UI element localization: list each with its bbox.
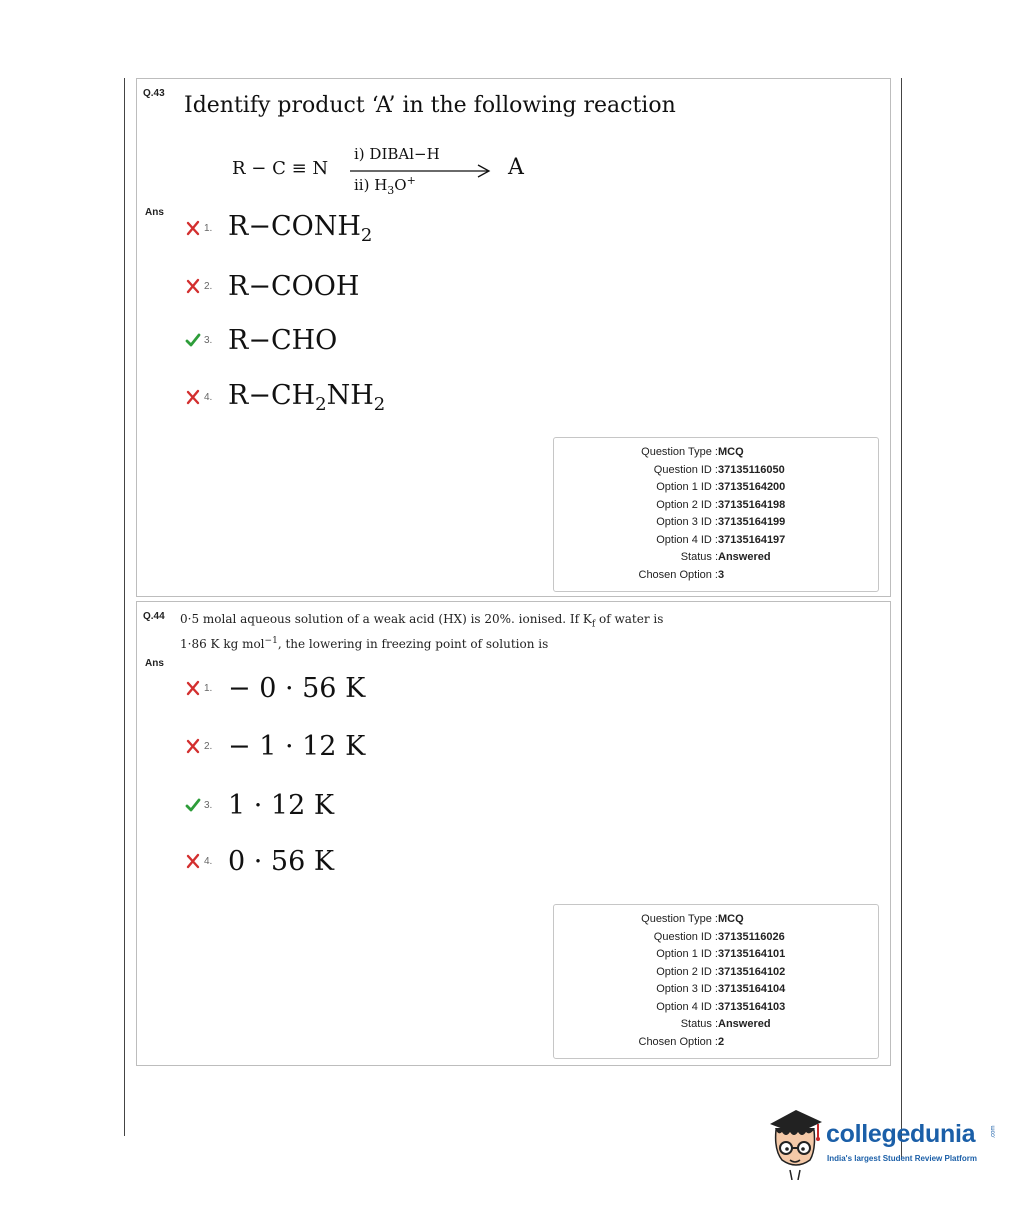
meta-row: Option 3 ID : 37135164104 (656, 983, 786, 995)
option-text: $R-CONH_2$ (228, 210, 373, 246)
option-number: 2. (204, 280, 213, 292)
meta-row: Option 3 ID : 37135164199 (656, 516, 786, 528)
question-44-meta-panel (553, 904, 879, 1059)
option-text: 0 · 56 K (228, 845, 335, 877)
q43-option-4[interactable] (185, 377, 385, 417)
q44-option-2[interactable] (185, 726, 365, 766)
answer-label-43: Ans (145, 207, 164, 218)
brand-name: collegedunia (826, 1120, 976, 1148)
option-text: R−CHO (228, 324, 338, 356)
cross-icon (185, 680, 201, 696)
meta-row: Option 1 ID : 37135164101 (656, 948, 786, 960)
meta-row: Chosen Option : 3 (638, 569, 725, 581)
question-43-meta-panel (553, 437, 879, 592)
meta-row: Question Type : MCQ (641, 446, 744, 458)
question-44-text: 0·5 molal aqueous solution of a weak acid (HX) is 20%. ionised. If $K_f$ of water is 1·86 K kg mol$^{-1}$, the lowering in freezing point of solution is (180, 612, 664, 652)
graduate-mascot-icon (766, 1104, 826, 1180)
page-right-rule (901, 78, 902, 1158)
meta-row: Option 2 ID : 37135164198 (656, 499, 786, 511)
cross-icon (185, 853, 201, 869)
meta-row: Chosen Option : 2 (638, 1036, 725, 1048)
question-43-text: Identify product ‘A’ in the following reaction (184, 93, 676, 118)
brand-suffix: .com (990, 1125, 997, 1139)
option-number: 3. (204, 799, 213, 811)
meta-row: Option 4 ID : 37135164103 (656, 1001, 786, 1013)
meta-row: Status : Answered (680, 551, 771, 563)
page-left-rule (124, 78, 125, 1136)
option-text: − 1 · 12 K (228, 730, 366, 762)
option-number: 3. (204, 334, 213, 346)
reaction-product: A (508, 155, 524, 180)
option-number: 4. (204, 855, 213, 867)
meta-row: Option 2 ID : 37135164102 (656, 966, 786, 978)
cross-icon (185, 278, 201, 294)
question-43-number: Q.43 (143, 88, 165, 99)
meta-row: Question ID : 37135116050 (653, 464, 785, 476)
cross-icon (185, 389, 201, 405)
meta-row: Status : Answered (680, 1018, 771, 1030)
meta-row: Question ID : 37135116026 (653, 931, 785, 943)
meta-row: Option 4 ID : 37135164197 (656, 534, 786, 546)
question-44-number: Q.44 (143, 611, 165, 622)
check-icon (185, 332, 201, 348)
option-text: 1 · 12 K (228, 789, 335, 821)
reaction-reagent-bottom: ii) $H_3O^+$ (354, 174, 416, 197)
option-number: 1. (204, 682, 213, 694)
cross-icon (185, 220, 201, 236)
q44-option-3[interactable] (185, 785, 334, 825)
option-number: 2. (204, 740, 213, 752)
meta-row: Option 1 ID : 37135164200 (656, 481, 786, 493)
option-number: 1. (204, 222, 213, 234)
q43-option-3[interactable] (185, 320, 337, 360)
option-text: $R-CH_2NH_2$ (228, 379, 386, 415)
reaction-equation (232, 140, 532, 200)
meta-row: Question Type : MCQ (641, 913, 744, 925)
reaction-reactant: R − C ≡ N (232, 158, 329, 179)
q43-option-1[interactable] (185, 208, 372, 248)
check-icon (185, 797, 201, 813)
collegedunia-logo[interactable] (766, 1102, 1006, 1182)
cross-icon (185, 738, 201, 754)
reaction-reagent-top: i) DIBAl−H (354, 145, 440, 163)
option-text: − 0 · 56 K (228, 672, 366, 704)
q44-option-1[interactable] (185, 668, 365, 708)
q43-option-2[interactable] (185, 266, 359, 306)
option-text: R−COOH (228, 270, 360, 302)
option-number: 4. (204, 391, 213, 403)
q44-option-4[interactable] (185, 841, 334, 881)
brand-tagline: India's largest Student Review Platform (827, 1154, 977, 1163)
answer-label-44: Ans (145, 658, 164, 669)
